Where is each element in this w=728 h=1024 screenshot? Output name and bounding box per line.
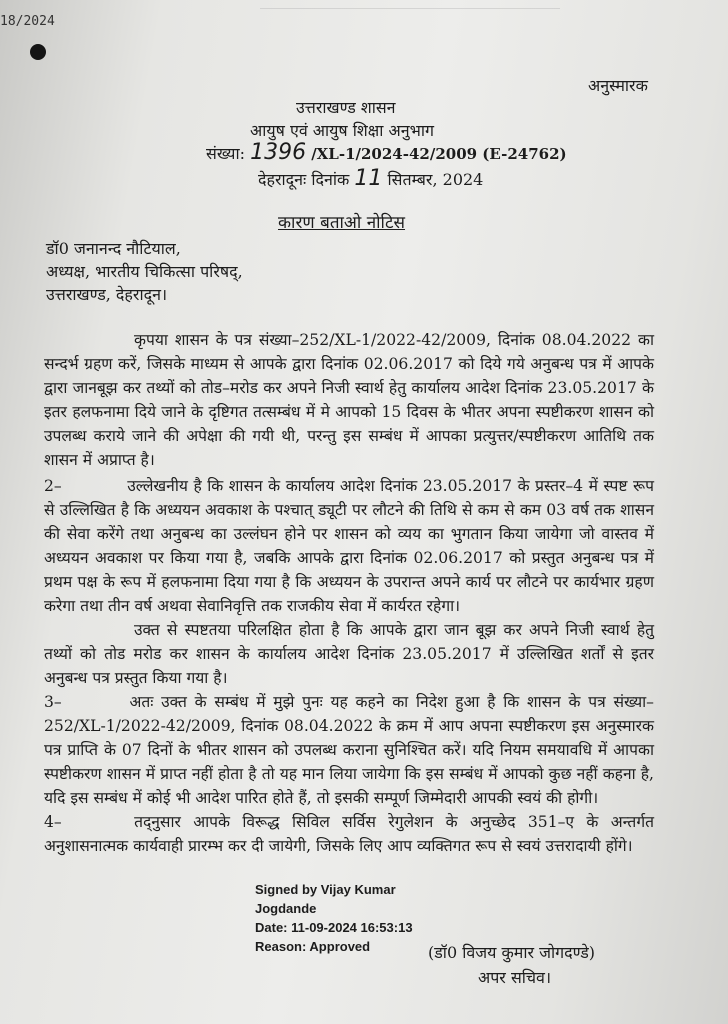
- notice-title: कारण बताओ नोटिस: [278, 213, 406, 233]
- page-top-edge: [260, 0, 560, 9]
- paragraph-4: [44, 810, 654, 858]
- place-date: [258, 166, 483, 191]
- reference-code: /XL-1/2024-42/2009 (E-24762): [311, 145, 567, 163]
- paragraph-3: [44, 690, 654, 810]
- letter-number: [206, 140, 567, 165]
- paragraph-3-text: अतः उक्त के सम्बंध में मुझे पुनः यह कहने का निदेश हुआ है कि शासन के पत्र संख्या–252/XL-1/2022-42/2009, दिनांक 08.04.2022 के क्रम में आप अपना स्पष्टीकरण इस अनुस्मारक पत्र प्राप्ति के 07 दिनों के भीतर शासन को उपलब्ध कराना सुनिश्चित करें। यदि नियम समयावधि में आपका स्पष्टीकरण शासन में प्राप्त नहीं होता है तो यह मान लिया जायेगा कि इस सम्बंध में आपको कुछ नहीं कहना है, यदि इस सम्बंध में कोई भी आदेश पारित होते हैं, तो इसकी सम्पूर्ण जिम्मेदारी आपकी स्वयं की होगी।: [44, 693, 654, 807]
- addressee-location: उत्तराखण्ड, देहरादून।: [46, 285, 168, 304]
- paragraph-2b: [44, 618, 654, 690]
- punch-hole: [30, 44, 46, 60]
- government-name: उत्तराखण्ड शासन: [296, 98, 396, 117]
- paragraph-4-text: तद्नुसार आपके विरूद्ध सिविल सर्विस रेगुलेशन के अनुच्छेद 351–ए के अन्तर्गत अनुशासनात्मक कार्यवाही प्रारम्भ कर दी जायेगी, जिसके लिए आप व्यक्तिगत रूप से स्वयं उत्तरादायी होंगे।: [44, 813, 654, 855]
- digital-signature: [255, 880, 413, 956]
- paragraph-1-text: कृपया शासन के पत्र संख्या–252/XL-1/2022-42/2009, दिनांक 08.04.2022 का सन्दर्भ ग्रहण करें, जिसके माध्यम से आपके द्वारा दिनांक 02.06.2017 को दिये गये अनुबन्ध पत्र में आपके द्वारा जानबूझ कर तथ्यों को तोड–मरोड कर अपने निजी स्वार्थ हेतु कार्यालय आदेश दिनांक 23.05.2017 के इतर हलफनामा दिये जाने के दृष्टिगत तत्सम्बंध में मे आपको 15 दिवस के भीतर अपना स्पष्टीकरण शासन को उपलब्ध कराये जाने की अपेक्षा की गयी थी, परन्तु इस सम्बंध में आपका प्रत्युत्तर/स्पष्टीकरण आतिथि तक शासन में अप्राप्त है।: [44, 331, 654, 469]
- memo-label: अनुस्मारक: [588, 76, 648, 95]
- paragraph-number: 3–: [44, 693, 62, 711]
- date-month-year: सितम्बर, 2024: [387, 170, 484, 189]
- addressee-designation: अध्यक्ष, भारतीय चिकित्सा परिषद्,: [46, 262, 243, 281]
- signature-reason: Reason: Approved: [255, 939, 371, 954]
- handwritten-number: 1396: [250, 140, 307, 165]
- addressee-name: डॉ0 जनानन्द नौटियाल,: [46, 239, 181, 258]
- signed-by: Signed by Vijay Kumar: [255, 882, 396, 897]
- department-name: आयुष एवं आयुष शिक्षा अनुभाग: [250, 121, 434, 140]
- signature-date: Date: 11-09-2024 16:53:13: [255, 920, 413, 935]
- paragraph-2-text: उल्लेखनीय है कि शासन के कार्यालय आदेश दिनांक 23.05.2017 के प्रस्तर–4 में स्पष्ट रूप से उल्लिखित है कि अध्ययन अवकाश के पश्चात् ड्यूटी पर लौटने की तिथि से कम से कम 03 वर्ष तक शासन की सेवा करेंगे तथा अनुबन्ध का उल्लंघन होने पर शासन को व्यय का भुगतान किया जायेगा जो वास्तव में अध्ययन अवकाश पर किया गया है, जबकि आपके द्वारा दिनांक 02.06.2017 को प्रस्तुत अनुबन्ध पत्र में प्रथम पक्ष के रूप में हलफनामा दिया गया है कि अध्ययन के उपरान्त अपने कार्य पर लौटने पर कार्यभार ग्रहण करेगा तथा तीन वर्ष अथवा सेवानिवृत्ति तक राजकीय सेवा में कार्यरत रहेगा।: [44, 477, 654, 615]
- handwritten-date: 11: [354, 166, 383, 191]
- paragraph-2b-text: उक्त से स्पष्टतया परिलक्षित होता है कि आपके द्वारा जान बूझ कर अपने निजी स्वार्थ हेतु तथ्यों को तोड मरोड कर शासन के कार्यालय आदेश दिनांक 23.05.2017 में उल्लिखित शर्तों से इतर अनुबन्ध पत्र प्रस्तुत किया गया है।: [44, 621, 654, 687]
- signatory-designation: अपर सचिव।: [478, 968, 552, 987]
- paragraph-1: [44, 328, 654, 472]
- paragraph-number: 4–: [44, 813, 62, 831]
- signer-surname: Jogdande: [255, 901, 317, 916]
- paragraph-2: [44, 474, 654, 618]
- corner-date: 18/2024: [0, 14, 55, 29]
- letter-body: [44, 328, 654, 858]
- paragraph-number: 2–: [44, 477, 62, 495]
- place-date-label: देहरादूनः दिनांक: [258, 170, 350, 189]
- signatory-name: (डॉ0 विजय कुमार जोगदण्डे): [428, 943, 596, 962]
- number-label: संख्या:: [206, 144, 245, 163]
